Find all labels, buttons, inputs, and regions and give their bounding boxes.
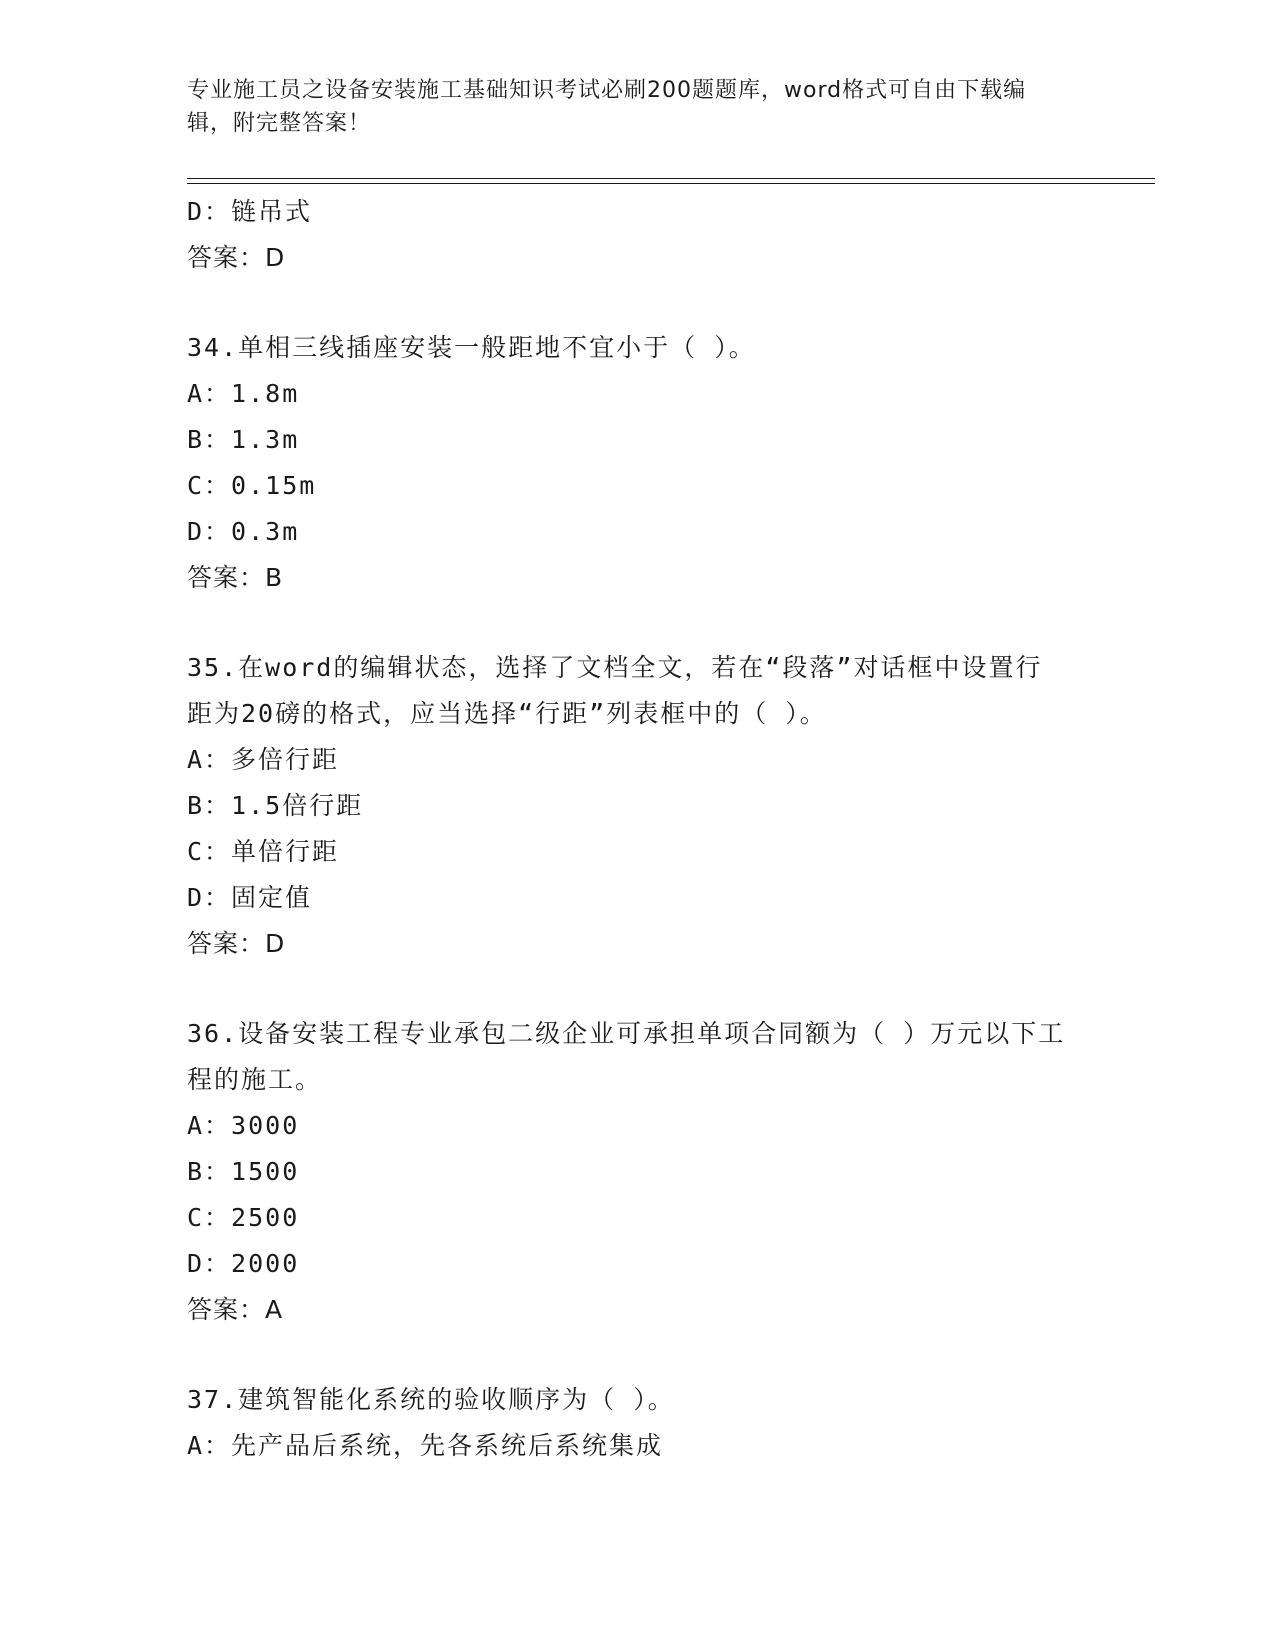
question-35	[187, 645, 1067, 967]
option-d: D：0.3m	[187, 517, 300, 546]
question-stem: 35.在word的编辑状态，选择了文档全文，若在“段落”对话框中设置行距为20磅的格式，应当选择“行距”列表框中的（ ）。	[187, 653, 1043, 728]
option-c: C：0.15m	[187, 471, 317, 500]
option-a: A：1.8m	[187, 379, 300, 408]
option-b: B：1.3m	[187, 425, 300, 454]
document-title: 专业施工员之设备安装施工基础知识考试必刷200题题库，word格式可自由下载编辑，附完整答案！	[187, 78, 1027, 136]
question-stem: 37.建筑智能化系统的验收顺序为（ ）。	[187, 1385, 675, 1414]
option-a: A：先产品后系统，先各系统后系统集成	[187, 1431, 664, 1460]
option-a: A：多倍行距	[187, 745, 340, 774]
option-b: B：1.5倍行距	[187, 791, 364, 820]
question-37	[187, 1377, 1067, 1469]
header-divider-top	[187, 178, 1155, 179]
option-d: D：链吊式	[187, 197, 313, 226]
option-d: D：固定值	[187, 883, 313, 912]
question-stem: 34.单相三线插座安装一般距地不宜小于（ ）。	[187, 333, 756, 362]
answer-line: 答案：B	[187, 563, 284, 592]
question-36	[187, 1011, 1067, 1333]
question-34	[187, 325, 1067, 601]
document-header	[187, 74, 1067, 140]
answer-line: 答案：D	[187, 929, 286, 958]
option-b: B：1500	[187, 1157, 300, 1186]
document-body	[187, 189, 1067, 1469]
option-c: C：2500	[187, 1203, 300, 1232]
previous-question-tail	[187, 189, 1067, 281]
question-stem: 36.设备安装工程专业承包二级企业可承担单项合同额为（ ）万元以下工程的施工。	[187, 1019, 1066, 1094]
option-d: D：2000	[187, 1249, 300, 1278]
answer-line: 答案：A	[187, 1295, 284, 1324]
option-c: C：单倍行距	[187, 837, 340, 866]
option-a: A：3000	[187, 1111, 300, 1140]
header-divider-bottom	[187, 183, 1155, 184]
answer-line: 答案：D	[187, 243, 286, 272]
